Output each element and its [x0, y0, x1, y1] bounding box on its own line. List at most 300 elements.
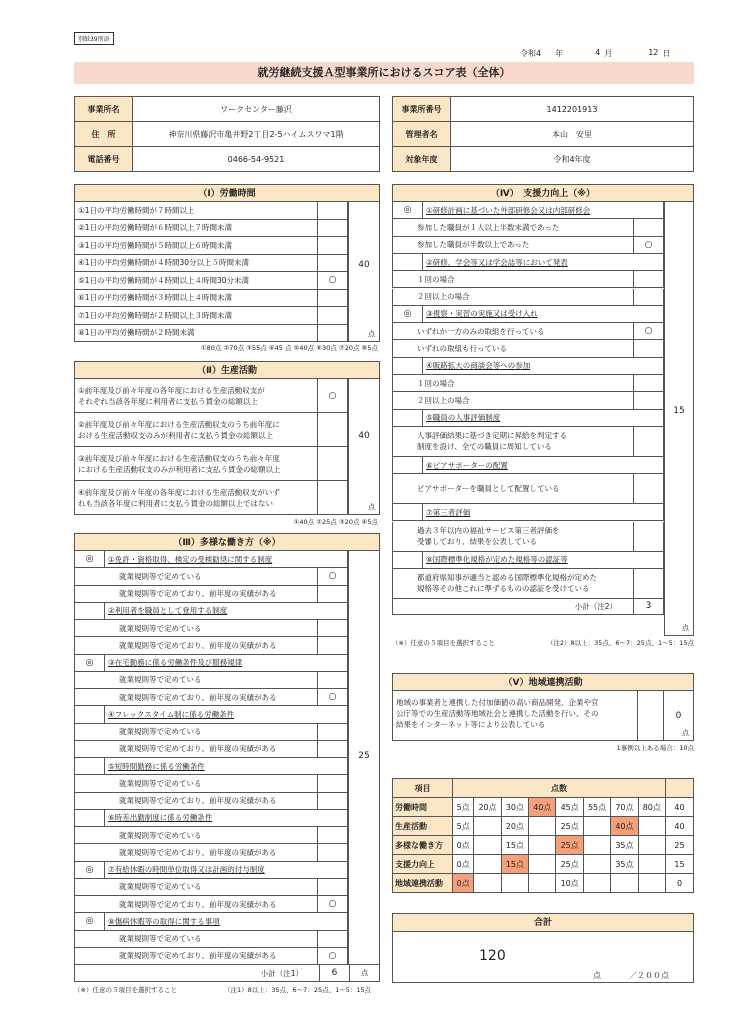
s1-item-mark[interactable]	[317, 290, 347, 307]
s3-select-mark[interactable]: ◎	[75, 862, 105, 878]
s4-option-text: いずれの取組も行っている	[417, 344, 507, 354]
s3-option-mark[interactable]	[317, 672, 347, 688]
s3-group-title-row	[74, 551, 348, 568]
s4-option-text	[393, 430, 633, 452]
s1-item-mark[interactable]	[317, 220, 347, 237]
summary-row-total: 25	[666, 836, 694, 855]
s4-note-left: （※）任意の５項目を選択すること	[392, 639, 495, 647]
s5-score-cell	[663, 691, 693, 740]
s1-item-mark[interactable]	[317, 255, 347, 272]
s4-option-text: ２回以上の場合	[417, 395, 470, 405]
s3-option-row	[74, 844, 348, 861]
date-month: 4	[595, 48, 601, 57]
s3-option-text: 就業規則等で定めており、前年度の実績がある	[119, 796, 277, 806]
s4-subtotal-value: 3	[633, 599, 663, 614]
s3-group-title-row	[74, 862, 348, 879]
s3-option-row	[74, 637, 348, 654]
s3-option-mark[interactable]: ○	[317, 948, 347, 964]
s4-option-mark[interactable]: ○	[633, 323, 663, 339]
s4-group-title-row	[392, 504, 664, 521]
s3-option-mark[interactable]: ○	[317, 689, 347, 705]
s3-option-text: 就業規則等で定めている	[119, 727, 202, 737]
summary-cell	[638, 874, 665, 893]
s4-group-title-row	[392, 552, 664, 569]
summary-cell: 40点	[611, 817, 638, 836]
s3-group-title: ⑥時差出勤制度に係る労働条件	[108, 813, 213, 823]
summary-row-label: 労働時間	[393, 798, 453, 817]
s3-option-text: 就業規則等で定めている	[119, 830, 202, 840]
s4-option-mark[interactable]	[633, 522, 663, 551]
summary-row-label: 生産活動	[393, 817, 453, 836]
s5-note: 1事例以上ある場合：10点	[616, 744, 694, 752]
s3-select-mark[interactable]: ◎	[75, 913, 105, 929]
s2-item-row	[74, 379, 348, 413]
summary-cell	[529, 874, 556, 893]
s2-item-mark[interactable]	[317, 447, 347, 480]
s3-subtotal-row	[74, 965, 380, 982]
s3-option-text: 就業規則等で定めている	[119, 882, 202, 892]
summary-row	[393, 855, 694, 874]
facility-name: ワークセンター藤沢	[133, 97, 380, 122]
s1-score-cell	[348, 202, 380, 342]
summary-cell	[474, 836, 501, 855]
s3-option-row	[74, 620, 348, 637]
s1-item-mark[interactable]	[317, 307, 347, 324]
s2-header: （Ⅱ）生産活動	[74, 361, 380, 379]
summary-cell: 15点	[501, 855, 528, 874]
s4-option-line: 人事評価結果に基づき定期に昇給を判定する	[417, 431, 567, 441]
summary-row	[393, 874, 694, 893]
s3-option-row	[74, 896, 348, 913]
s4-option-line: 受審しており、結果を公表している	[417, 537, 537, 546]
summary-cell: 15点	[501, 836, 528, 855]
summary-cell: 35点	[611, 855, 638, 874]
s4-option-mark[interactable]	[633, 289, 663, 305]
s5-text-3: 結果をインターネット等により公表している	[396, 720, 546, 729]
s2-item-line2: における生産活動収支のみが利用者に支払う賃金の総額以上	[78, 464, 281, 474]
summary-cell: 0点	[453, 874, 474, 893]
summary-head-item: 項目	[393, 779, 453, 798]
s4-option-mark[interactable]	[633, 569, 663, 598]
summary-cell: 25点	[556, 836, 583, 855]
s1-item-row	[74, 290, 348, 308]
s4-group-title: ①研修計画に基づいた外部研修会又は内部研修会	[426, 205, 591, 215]
s4-option-row	[392, 323, 664, 340]
s4-option-row	[392, 237, 664, 254]
s3-group-title: ①免許・資格取得、検定の受検勧奨に関する制度	[108, 554, 273, 564]
s4-option-row	[392, 522, 664, 552]
s4-option-line: 都道府県知事が適当と認める国際標準化規格が定めた	[417, 573, 597, 583]
s4-option-row	[392, 289, 664, 306]
s4-unit: 点	[682, 624, 689, 632]
summary-cell: 40点	[529, 798, 556, 817]
manager-label: 管理者名	[393, 122, 451, 147]
facility-tel: 0466-54-9521	[133, 147, 380, 172]
s3-option-text: 就業規則等で定めている	[119, 571, 202, 581]
s3-option-mark[interactable]	[317, 741, 347, 757]
s3-option-text: 就業規則等で定めており、前年度の実績がある	[119, 951, 277, 961]
target-year: 令和4年度	[451, 147, 694, 172]
s2-item-text	[75, 487, 317, 509]
s3-option-row	[74, 948, 348, 965]
s4-option-row	[392, 392, 664, 409]
info-table-left	[74, 96, 380, 172]
s4-option-row	[392, 474, 664, 504]
s4-option-line: 規格等その他これに準ずるものの認証を受けている	[417, 584, 590, 594]
s3-option-row	[74, 741, 348, 758]
s4-subtotal-label: 小計（注2）	[574, 601, 617, 611]
total-value: 120	[479, 948, 506, 964]
s4-group-title: ④販路拡大の商談会等への参加	[426, 361, 531, 371]
s1-item-mark[interactable]	[317, 325, 347, 342]
s3-group-title-row	[74, 810, 348, 827]
s4-group-title: ⑤職員の人事評価制度	[426, 413, 501, 423]
s4-option-row	[392, 219, 664, 236]
s3-group-title-row	[74, 706, 348, 723]
summary-cell	[583, 855, 610, 874]
s4-select-mark[interactable]: ◎	[393, 306, 423, 322]
s3-subtotal-label: 小計（注1）	[260, 968, 303, 978]
summary-cell	[501, 874, 528, 893]
summary-row	[393, 836, 694, 855]
s5-text-1: 地域の事業者と連携した付加価値の高い商品開発、企業や官	[396, 698, 599, 707]
s4-option-line: 制度を設け、全ての職員に周知している	[417, 442, 552, 452]
s4-group-title: ⑧国際標準化規格が定めた規格等の認証等	[426, 555, 568, 565]
s3-group-title: ⑤短時間勤務に係る労働条件	[108, 761, 205, 771]
s4-option-text: １回の場合	[417, 378, 455, 388]
s3-option-text: 就業規則等で定めており、前年度の実績がある	[119, 589, 277, 599]
s4-option-mark[interactable]	[633, 340, 663, 356]
s3-select-mark[interactable]	[75, 706, 105, 722]
s1-item-text: ⑤1日の平均労働時間が４時間以上４時間30分未満	[78, 275, 250, 285]
s3-option-mark[interactable]	[317, 586, 347, 602]
s4-option-row	[392, 569, 664, 599]
s2-item-line1: ②前年度及び前々年度における生産活動収支のうち前年度に	[78, 419, 280, 429]
s3-select-mark[interactable]	[75, 603, 105, 619]
summary-head-score: 点数	[453, 779, 666, 798]
s1-item-row	[74, 325, 348, 343]
s5-row	[392, 691, 694, 741]
s2-note: ①40点 ②25点 ③20点 ④5点	[293, 518, 378, 526]
summary-row-label: 地域連携活動	[393, 874, 453, 893]
total-label: 合計	[393, 914, 693, 932]
s3-select-mark[interactable]: ◎	[75, 551, 105, 567]
page-title: 就労継続支援Ａ型事業所におけるスコア表（全体）	[74, 62, 694, 84]
summary-cell: 0点	[453, 836, 474, 855]
s4-option-text: ２回以上の場合	[417, 292, 470, 302]
s4-option-mark[interactable]	[633, 427, 663, 456]
summary-cell	[583, 836, 610, 855]
s5-mark	[637, 691, 663, 740]
summary-row-total: 0	[666, 874, 694, 893]
s4-option-text: １回の場合	[417, 274, 455, 284]
s4-group-title: ⑦第三者評価	[426, 507, 471, 517]
s2-item-text	[75, 453, 317, 475]
s5-header: （Ⅴ）地域連携活動	[392, 673, 694, 691]
s1-item-text: ⑥1日の平均労働時間が３時間以上４時間未満	[78, 293, 232, 303]
s1-item-row	[74, 202, 348, 220]
s3-option-text: 就業規則等で定めており、前年度の実績がある	[119, 692, 277, 702]
s4-option-mark[interactable]	[633, 375, 663, 391]
s4-score: 15	[673, 406, 685, 416]
s1-item-row	[74, 272, 348, 290]
year-label: 対象年度	[393, 147, 451, 172]
s4-group-title: ③視察・実習の実施又は受け入れ	[426, 309, 538, 319]
form-tag: 別紙39別添	[74, 32, 114, 45]
summary-cell: 5点	[453, 817, 474, 836]
s4-group-title-row	[392, 457, 664, 474]
summary-cell	[638, 855, 665, 874]
summary-cell	[638, 817, 665, 836]
summary-cell	[611, 874, 638, 893]
s3-group-title: ⑧傷病休暇等の取得に関する事項	[108, 916, 220, 926]
s3-group-title-row	[74, 913, 348, 930]
address-label: 住 所	[75, 122, 133, 147]
s2-item-text	[75, 385, 317, 407]
summary-row-label: 支援力向上	[393, 855, 453, 874]
summary-cell: 25点	[556, 817, 583, 836]
summary-cell	[474, 855, 501, 874]
s3-group-title-row	[74, 655, 348, 672]
s1-unit: 点	[368, 330, 375, 338]
info-table-right	[392, 96, 694, 172]
s3-option-text: 就業規則等で定めている	[119, 675, 202, 685]
s1-item-text: ③1日の平均労働時間が５時間以上６時間未満	[78, 240, 232, 250]
summary-row-total: 15	[666, 855, 694, 874]
s4-select-mark[interactable]	[393, 457, 423, 473]
s4-group-title-row	[392, 306, 664, 323]
tel-label: 電話番号	[75, 147, 133, 172]
s3-group-title: ③在宅勤務に係る労働条件及び服務規律	[108, 658, 243, 668]
summary-row	[393, 798, 694, 817]
s3-option-text: 就業規則等で定めている	[119, 778, 202, 788]
s1-item-mark[interactable]	[317, 237, 347, 254]
s2-item-row	[74, 481, 348, 515]
s4-option-line: ピアサポーターを職員として配置している	[417, 484, 560, 494]
s5-unit: 点	[682, 729, 689, 737]
s4-select-mark[interactable]	[393, 504, 423, 520]
s4-group-title: ②研修、学会等又は学会誌等において発表	[426, 257, 568, 267]
s4-note-right: （注2）8以上：35点、6～7：25点、1～5：15点	[546, 639, 694, 647]
s5-text-2: 公庁等での生産活動等地域社会と連携した活動を行い、その	[396, 709, 599, 718]
s4-option-row	[392, 375, 664, 392]
s2-item-mark[interactable]: ○	[317, 379, 347, 412]
s4-option-mark[interactable]	[633, 271, 663, 287]
s2-score-cell	[348, 379, 380, 515]
s1-item-text: ②1日の平均労働時間が６時間以上７時間未満	[78, 223, 232, 233]
s4-group-title-row	[392, 358, 664, 375]
s2-item-line2: おける生産活動収支のみが利用者に支払う賃金の総額以上	[78, 430, 273, 440]
s1-score: 40	[358, 260, 370, 270]
s3-option-mark[interactable]	[317, 844, 347, 860]
date-year-label: 年	[555, 49, 564, 58]
s3-option-row	[74, 827, 348, 844]
summary-cell	[474, 874, 501, 893]
s4-option-text	[393, 572, 633, 594]
s3-note-left: （※）任意の５項目を選択すること	[74, 986, 177, 994]
s3-option-row	[74, 724, 348, 741]
s3-option-mark[interactable]	[317, 879, 347, 895]
s3-option-text: 就業規則等で定めており、前年度の実績がある	[119, 847, 277, 857]
summary-cell: 10点	[556, 874, 583, 893]
summary-cell	[583, 817, 610, 836]
s1-item-text: ⑦1日の平均労働時間が２時間以上３時間未満	[78, 310, 232, 320]
s4-group-title-row	[392, 202, 664, 219]
s3-select-mark[interactable]	[75, 758, 105, 774]
s4-option-text	[393, 525, 633, 547]
s3-score: 25	[358, 751, 370, 761]
s2-item-line1: ③前年度及び前々年度における生産活動収支のうち前々年度	[78, 453, 280, 463]
summary-cell	[474, 817, 501, 836]
s3-option-text: 就業規則等で定めており、前年度の実績がある	[119, 744, 277, 754]
s4-option-row	[392, 271, 664, 288]
s3-subtotal-value: 6	[319, 965, 349, 981]
s3-option-row	[74, 672, 348, 689]
s2-item-text	[75, 419, 317, 441]
s3-select-mark[interactable]: ◎	[75, 655, 105, 671]
s3-group-title-row	[74, 603, 348, 620]
s4-option-mark[interactable]	[633, 219, 663, 235]
s2-item-line1: ①前年度及び前々年度の各年度における生産活動収支が	[78, 385, 265, 395]
summary-cell	[529, 855, 556, 874]
s4-subtotal-row	[392, 599, 664, 615]
summary-row-total: 40	[666, 798, 694, 817]
s3-option-row	[74, 879, 348, 896]
s3-option-mark[interactable]	[317, 793, 347, 809]
s2-score: 40	[358, 431, 370, 441]
summary-cell: 70点	[611, 798, 638, 817]
s1-item-text: ⑧1日の平均労働時間が２時間未満	[78, 328, 195, 338]
s3-score-cell	[348, 551, 380, 965]
s3-option-text: 就業規則等で定めており、前年度の実績がある	[119, 899, 277, 909]
date-line	[520, 48, 670, 59]
s4-select-mark[interactable]	[393, 254, 423, 270]
s3-group-title: ②利用者を職員として登用する制度	[108, 606, 228, 616]
name-label: 事業所名	[75, 97, 133, 122]
s1-item-text: ④1日の平均労働時間が４時間30分以上５時間未満	[78, 258, 250, 268]
summary-cell: 25点	[556, 855, 583, 874]
summary-cell: 80点	[638, 798, 665, 817]
summary-cell: 35点	[611, 836, 638, 855]
s4-option-mark[interactable]	[633, 392, 663, 408]
s1-item-row	[74, 237, 348, 255]
date-day-label: 日	[662, 49, 671, 58]
s4-select-mark[interactable]	[393, 410, 423, 426]
summary-row-total: 40	[666, 817, 694, 836]
summary-cell	[529, 836, 556, 855]
s4-group-title: ⑥ピアサポーターの配置	[426, 460, 508, 470]
s4-option-text: 参加した職員が１人以上半数未満であった	[417, 222, 560, 232]
s3-option-mark[interactable]	[317, 637, 347, 653]
s1-item-row	[74, 255, 348, 273]
summary-cell: 20点	[474, 798, 501, 817]
total-max: ／２００点	[629, 971, 669, 980]
s3-group-title: ⑦有給休暇の時間単位取得又は計画的付与制度	[108, 865, 265, 875]
s4-option-row	[392, 427, 664, 457]
s3-group-title-row	[74, 758, 348, 775]
s2-item-line2: それぞれ当該各年度に利用者に支払う賃金の総額以上	[78, 396, 258, 406]
summary-cell	[638, 836, 665, 855]
summary-cell: 45点	[556, 798, 583, 817]
s4-header: （Ⅳ） 支援力向上（※）	[392, 184, 694, 202]
s2-item-mark[interactable]	[317, 413, 347, 446]
s2-item-mark[interactable]	[317, 481, 347, 514]
s3-option-row	[74, 793, 348, 810]
s3-option-mark[interactable]	[317, 827, 347, 843]
s3-option-mark[interactable]	[317, 724, 347, 740]
s3-option-text: 就業規則等で定めており、前年度の実績がある	[119, 640, 277, 650]
s1-header: （Ⅰ）労働時間	[74, 184, 380, 202]
s3-option-text: 就業規則等で定めている	[119, 934, 202, 944]
s3-option-row	[74, 689, 348, 706]
s4-select-mark[interactable]	[393, 358, 423, 374]
total-box	[392, 913, 694, 983]
s1-item-row	[74, 307, 348, 325]
date-month-label: 月	[604, 49, 613, 58]
s3-option-mark[interactable]: ○	[317, 568, 347, 584]
s4-score-cell	[664, 202, 694, 636]
s4-option-text	[393, 483, 633, 494]
s1-item-mark[interactable]: ○	[317, 272, 347, 289]
s2-item-line2: れも当該各年度に利用者に支払う賃金の総額以上ではない	[78, 498, 273, 508]
s3-note-right: （注1）8以上：35点、6～7：25点、1～5：15点	[224, 986, 372, 994]
s4-option-mark[interactable]	[633, 474, 663, 503]
s3-option-mark[interactable]	[317, 620, 347, 636]
s4-option-mark[interactable]: ○	[633, 237, 663, 253]
s4-group-title-row	[392, 410, 664, 427]
s3-option-mark[interactable]	[317, 775, 347, 791]
s1-item-row	[74, 220, 348, 238]
s4-option-text: 参加した職員が半数以上であった	[417, 240, 530, 250]
s4-option-row	[392, 340, 664, 357]
s4-option-text: いずれか一方のみの取組を行っている	[417, 326, 545, 336]
summary-table	[392, 778, 694, 893]
s3-option-row	[74, 568, 348, 585]
summary-cell: 0点	[453, 855, 474, 874]
s4-group-title-row	[392, 254, 664, 271]
s4-select-mark[interactable]	[393, 552, 423, 568]
date-day: 12	[648, 48, 659, 57]
s3-group-title: ④フレックスタイム制に係る労働条件	[108, 709, 235, 719]
s3-option-text: 就業規則等で定めている	[119, 623, 202, 633]
summary-cell: 30点	[501, 798, 528, 817]
manager-name: 本山 安里	[451, 122, 694, 147]
s2-item-row	[74, 413, 348, 447]
s4-option-line: 過去３年以内の福祉サービス第三者評価を	[417, 526, 560, 535]
s1-note: ①80点 ②70点 ③55点 ④45 点 ⑤40点 ⑥30点 ⑦20点 ⑧5点	[200, 344, 378, 352]
summary-row-label: 多様な働き方	[393, 836, 453, 855]
s3-option-row	[74, 931, 348, 948]
s1-item-mark[interactable]	[317, 202, 347, 219]
summary-cell	[529, 817, 556, 836]
summary-row	[393, 817, 694, 836]
s2-unit: 点	[368, 503, 375, 511]
date-era: 令和4	[520, 49, 542, 58]
s4-select-mark[interactable]: ◎	[393, 202, 423, 218]
s1-item-text: ①1日の平均労働時間が７時間以上	[78, 205, 195, 215]
summary-cell: 20点	[501, 817, 528, 836]
s2-item-line1: ④前年度及び前々年度の各年度における生産活動収支がいず	[78, 487, 280, 497]
s5-score: 0	[675, 710, 682, 721]
s2-item-row	[74, 447, 348, 481]
s3-option-mark[interactable]: ○	[317, 896, 347, 912]
s3-option-mark[interactable]	[317, 931, 347, 947]
facility-number: 1412201913	[451, 97, 694, 122]
s3-select-mark[interactable]	[75, 810, 105, 826]
summary-cell: 55点	[583, 798, 610, 817]
summary-cell: 5点	[453, 798, 474, 817]
s3-header: （Ⅲ）多様な働き方（※）	[74, 533, 380, 551]
